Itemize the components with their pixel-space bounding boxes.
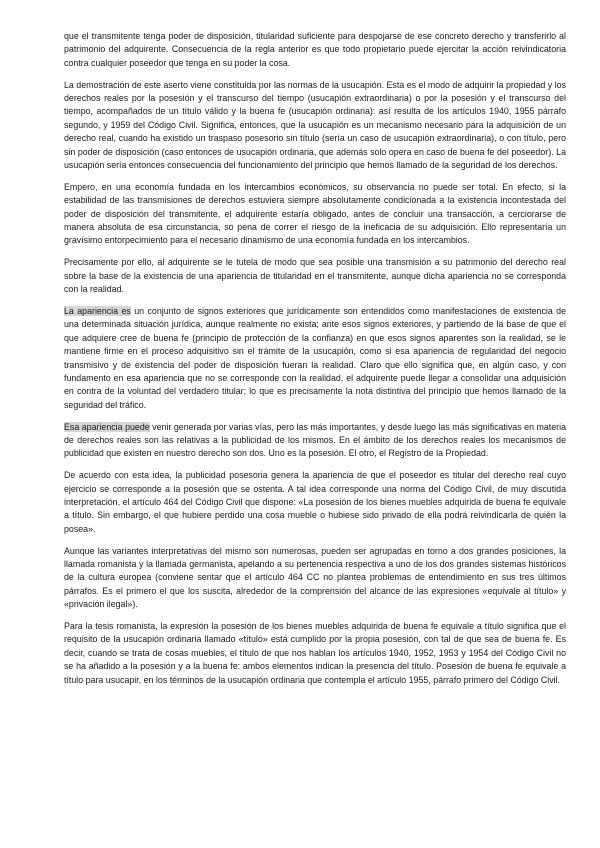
paragraph-publicidad xyxy=(64,421,566,461)
paragraph-text: que el transmitente tenga poder de disposición, titularidad suficiente para despojarse de ese concreto derecho y transferirlo al patrimonio del adquirente. Consecuencia de la regla anterior es que todo propietario puede ejercitar la acción reivindicatoria contra cualquier poseedor que tenga en su poder la cosa. xyxy=(64,31,566,68)
paragraph-text: La demostración de este aserto viene constituida por las normas de la usucapión. Esta es el modo de adquirir la propiedad y los derechos reales por la posesión y el transcurso del tiempo (usucapión extraordinaria) o por la posesión y el transcurso del tiempo, acompañados de un título válido y la buena fe (usucapión ordinaria): así resulta de los artículos 1940, 1955 párrafo segundo, y 1959 del Código Civil. Significa, entonces, que la usucapión es un mecanismo necesario para la adquisición de un derecho real, cuando ha existido un traspaso posesorio sin título (sería un caso de usucapión extraordinaria), o con título, pero sin poder de disposición (caso entonces de usucapión ordinaria, que además solo opera en caso de buena fe del poseedor). La usucapión sería entonces consecuencia del funcionamiento del principio que hemos llamado de la seguridad de los derechos. xyxy=(64,79,566,171)
paragraph-transmitente xyxy=(64,30,566,70)
paragraph-economia xyxy=(64,181,566,248)
paragraph-text: un conjunto de signos exteriores que jurídicamente son entendidos como manifestaciones de existencia de una determinada situación jurídica, aunque realmente no exista; ante esos signos exteriores, y partiendo de la base de que el que adquiere cree de buena fe (principio de protección de la confianza) en que esos signos aparentes son la realidad, se le mantiene firme en el proceso adquisitivo sin el trámite de la usucapión, como si esa apariencia de regularidad del negocio transmisivo y de existencia del poder de disposición fueran la realidad. Claro que ello significa que, en algún caso, y con fundamento en esa apariencia que no se corresponde con la realidad, el adquirente puede llegar a consolidar una adquisición en contra de la voluntad del verdadero titular; lo que es precisamente la nota distintiva del principio que hemos llamado de la seguridad del tráfico. xyxy=(64,305,566,410)
paragraph-text: venir generada por varias vías, pero las más importantes, y desde luego las más significativas en materia de derechos reales son las relativas a la publicidad de los mismos. En el ámbito de los derechos reales los mecanismos de publicidad que existen en nuestro derecho son dos. Uno es la posesión. El otro, el Registro de la Propiedad. xyxy=(64,421,566,459)
paragraph-articulo-464 xyxy=(64,469,566,536)
paragraph-interpretaciones xyxy=(64,545,566,612)
paragraph-tesis-romanista xyxy=(64,620,566,687)
paragraph-text: Aunque las variantes interpretativas del mismo son numerosas, pueden ser agrupadas en torno a dos grandes posiciones, la llamada romanista y la llamada germanista, apelando a su pertenencia respectiva a uno de los dos grandes sistemas históricos de la cultura europea (conviene sentar que el artículo 464 CC no plantea problemas de entendimiento en sus tres últimos párrafos. Es el primero el que los suscita, alrededor de la comprensión del alcance de las expresiones «equivale al título» y «privación ilegal»). xyxy=(64,545,566,610)
paragraph-text: Empero, en una economía fundada en los intercambios económicos, su observancia no puede ser total. En efecto, si la estabilidad de las transmisiones de derechos estuviera siempre absolutamente condicionada a la existencia incontestada del poder de disposición del transmitente, el adquirente estaría obligado, antes de concluir una transacción, a cerciorarse de manera absoluta de esa circunstancia, so pena de correr el riesgo de la ineficacia de su adquisición. Ello representaría un gravísimo entorpecimiento para el necesario dinamismo de una economía fundada en los intercambios. xyxy=(64,181,566,246)
highlighted-text: Esa apariencia puede xyxy=(64,421,150,432)
paragraph-tutela xyxy=(64,256,566,296)
paragraph-text: De acuerdo con esta idea, la publicidad posesoria genera la apariencia de que el poseedor es titular del derecho real cuyo ejercicio se corresponde a la posesión que se ostenta. A tal idea corresponde una norma del Código Civil, de muy discutida interpretación, el artículo 464 del Código Civil que dispone: «La posesión de los bienes muebles adquirida de buena fe equivale a título. Sin embargo, el que hubiere perdido una cosa mueble o hubiese sido privado de ella podrá reivindicarla de quién la posea». xyxy=(64,470,566,534)
paragraph-text: Precisamente por ello, al adquirente se le tutela de modo que sea posible una transmisión a su patrimonio del derecho real sobre la base de la existencia de una apariencia de titularidad en el transmitente, aunque dicha apariencia no se corresponda con la realidad. xyxy=(64,257,566,295)
document-page xyxy=(64,30,566,695)
paragraph-text: Para la tesis romanista, la expresión la posesión de los bienes muebles adquirida de buena fe equivale a título significa que el requisito de la usucapión ordinaria llamado «título» está cumplido por la propia posesión, con tal de que sea de buena fe. Es decir, cuando se trata de cosas muebles, el título de que nos hablan los artículos 1940, 1952, 1953 y 1954 del Código Civil no se ha añadido a la posesión y a la buena fe: ambos elementos indican la presencia del título. Posesión de buena fe equivale a título para usucapir, en los términos de la usucapión ordinaria que contempla el artículo 1955, párrafo primero del Código Civil. xyxy=(64,620,566,685)
highlighted-text: La apariencia es xyxy=(64,305,131,316)
paragraph-usucapion xyxy=(64,79,566,173)
paragraph-apariencia xyxy=(64,305,566,412)
